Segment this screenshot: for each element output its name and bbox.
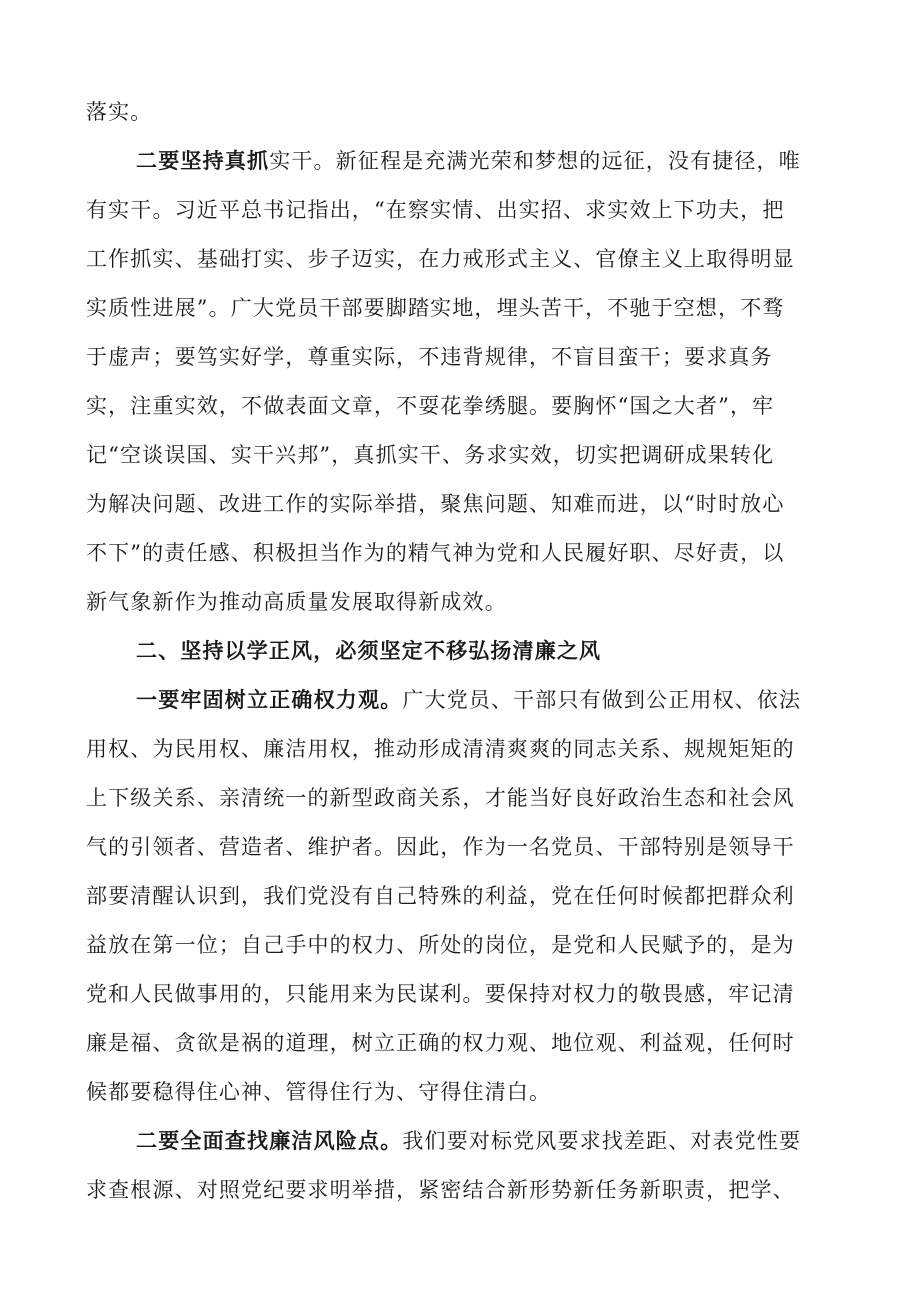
text-line: 不下”的责任感、积极担当作为的精气神为党和人民履好职、尽好责，以	[86, 541, 785, 565]
text-line: 党和人民做事用的，只能用来为民谋利。要保持对权力的敬畏感，牢记清	[86, 982, 795, 1006]
text-line: 有实干。习近平总书记指出，“在察实情、出实招、求实效上下功夫，把	[86, 198, 785, 222]
text-line: 实，注重实效，不做表面文章，不耍花拳绣腿。要胸怀“国之大者”，牢	[86, 394, 775, 418]
text-line: 上下级关系、亲清统一的新型政商关系，才能当好良好政治生态和社会风	[86, 786, 795, 810]
text-line: 实质性进展”。广大党员干部要脚踏实地，埋头苦干，不驰于空想，不骛	[86, 296, 785, 320]
section-heading: 二、坚持以学正风，必须坚定不移弘扬清廉之风	[136, 639, 602, 663]
text-line: 记“空谈误国、实干兴邦”，真抓实干、务求实效，切实把调研成果转化	[86, 443, 775, 467]
text-line: 廉是福、贪欲是祸的道理，树立正确的权力观、地位观、利益观，任何时	[86, 1031, 795, 1055]
text-line: 候都要稳得住心神、管得住行为、守得住清白。	[86, 1080, 552, 1104]
paragraph-first-line	[136, 146, 832, 176]
text-line: 于虚声；要笃实好学，尊重实际，不违背规律，不盲目蛮干；要求真务	[86, 345, 773, 369]
text-line: 气的引领者、营造者、维护者。因此，作为一名党员、干部特别是领导干	[86, 835, 795, 859]
text-line: 落实。	[86, 100, 153, 124]
text-span: 广大党员、干部只有做到公正用权、依法	[402, 688, 802, 712]
text-line: 工作抓实、基础打实、步子迈实，在力戒形式主义、官僚主义上取得明显	[86, 247, 795, 271]
text-line: 新气象新作为推动高质量发展取得新成效。	[86, 590, 507, 614]
paragraph-first-line	[136, 685, 832, 715]
text-line: 部要清醒认识到，我们党没有自己特殊的利益，党在任何时候都把群众利	[86, 884, 795, 908]
paragraph-lead: 一要牢固树立正确权力观。	[136, 688, 403, 712]
paragraph-lead: 二要全面查找廉洁风险点。	[136, 1129, 403, 1153]
text-line: 用权、为民用权、廉洁用权，推动形成清清爽爽的同志关系、规规矩矩的	[86, 737, 795, 761]
paragraph-first-line	[136, 1126, 832, 1156]
text-line: 为解决问题、改进工作的实际举措，聚焦问题、知难而进，以“时时放心	[86, 492, 785, 516]
paragraph-lead: 二要坚持真抓	[136, 149, 270, 173]
text-line: 求查根源、对照党纪要求明举措，紧密结合新形势新任务新职责，把学、	[86, 1178, 795, 1202]
text-span: 我们要对标党风要求找差距、对表党性要	[402, 1129, 802, 1153]
text-line: 益放在第一位；自己手中的权力、所处的岗位，是党和人民赋予的，是为	[86, 933, 795, 957]
text-span: 实干。新征程是充满光荣和梦想的远征，没有捷径，唯	[269, 149, 801, 173]
